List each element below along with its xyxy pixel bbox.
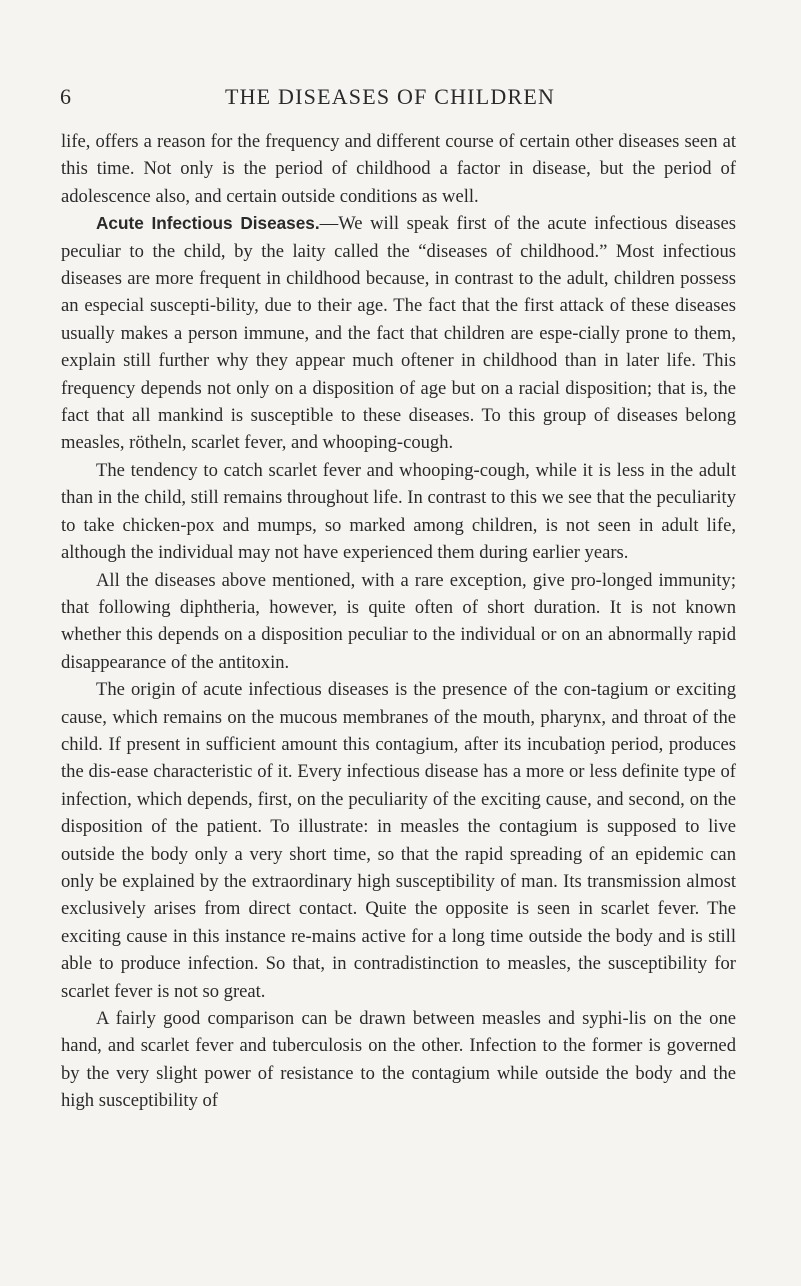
paragraph: The tendency to catch scarlet fever and whooping-cough, while it is less in the adult than in the child, still remains throughout life. In contrast to this we see that the peculiarity to take chicken-pox and mumps, so marked among children, is not seen in adult life, although the individual may not have experienced them during earlier years.: [61, 459, 736, 564]
section-heading: Acute Infectious Diseases.: [96, 213, 320, 234]
running-head: [60, 84, 720, 114]
paragraph-acute-infectious: [61, 210, 736, 457]
body-text: [61, 128, 736, 1115]
paragraph: A fairly good comparison can be drawn between measles and syphi-lis on the one hand, and scarlet fever and tuberculosis on the other. Infection to the former is governed by the very slight power of resistance to the contagium while outside the body and the high susceptibility of: [61, 1008, 736, 1112]
paragraph: The origin of acute infectious diseases is the presence of the con-tagium or exciting cause, which remains on the mucous membranes of the mouth, pharynx, and throat of the child. If present in sufficient amount this contagium, after its incubatio̧n period, produces the dis-ease characteristic of it. Every infectious disease has a more or less definite type of infection, which depends, first, on the peculiarity of the exciting cause, and second, on the disposition of the patient. To illustrate: in measles the contagium is supposed to live outside the body only a very short time, so that the rapid spreading of an epidemic can only be explained by the extraordinary high susceptibility of man. Its transmission almost exclusively arises from direct contact. Quite the opposite is seen in scarlet fever. The exciting cause in this instance re-mains active for a long time outside the body and is still able to produce infection. So that, in contradistinction to measles, the susceptibility for scarlet fever is not so great.: [61, 679, 736, 1002]
paragraph: life, offers a reason for the frequency and different course of certain other diseases seen at this time. Not only is the period of childhood a factor in disease, but the period of adolescence also, and certain outside conditions as well.: [61, 131, 736, 207]
paragraph-text: —We will speak first of the acute infectious diseases peculiar to the child, by the laity called the “diseases of childhood.” Most infectious diseases are more frequent in childhood because, in contrast to the adult, children possess an especial suscepti-bility, due to their age. The fact that the first attack of these diseases usually makes a person immune, and the fact that children are espe-cially prone to them, explain still further why they appear much oftener in childhood than in later life. This frequency depends not only on a disposition of age but on a racial disposition; that is, the fact that all mankind is susceptible to these diseases. To this group of diseases belong measles, rötheln, scarlet fever, and whooping-cough.: [61, 213, 736, 454]
paragraph: All the diseases above mentioned, with a rare exception, give pro-longed immunity; that following diphtheria, however, is quite often of short duration. It is not known whether this depends on a disposition peculiar to the individual or on an abnormally rapid disappearance of the antitoxin.: [61, 569, 736, 673]
book-title: THE DISEASES OF CHILDREN: [224, 84, 556, 109]
page-number: 6: [60, 84, 72, 109]
